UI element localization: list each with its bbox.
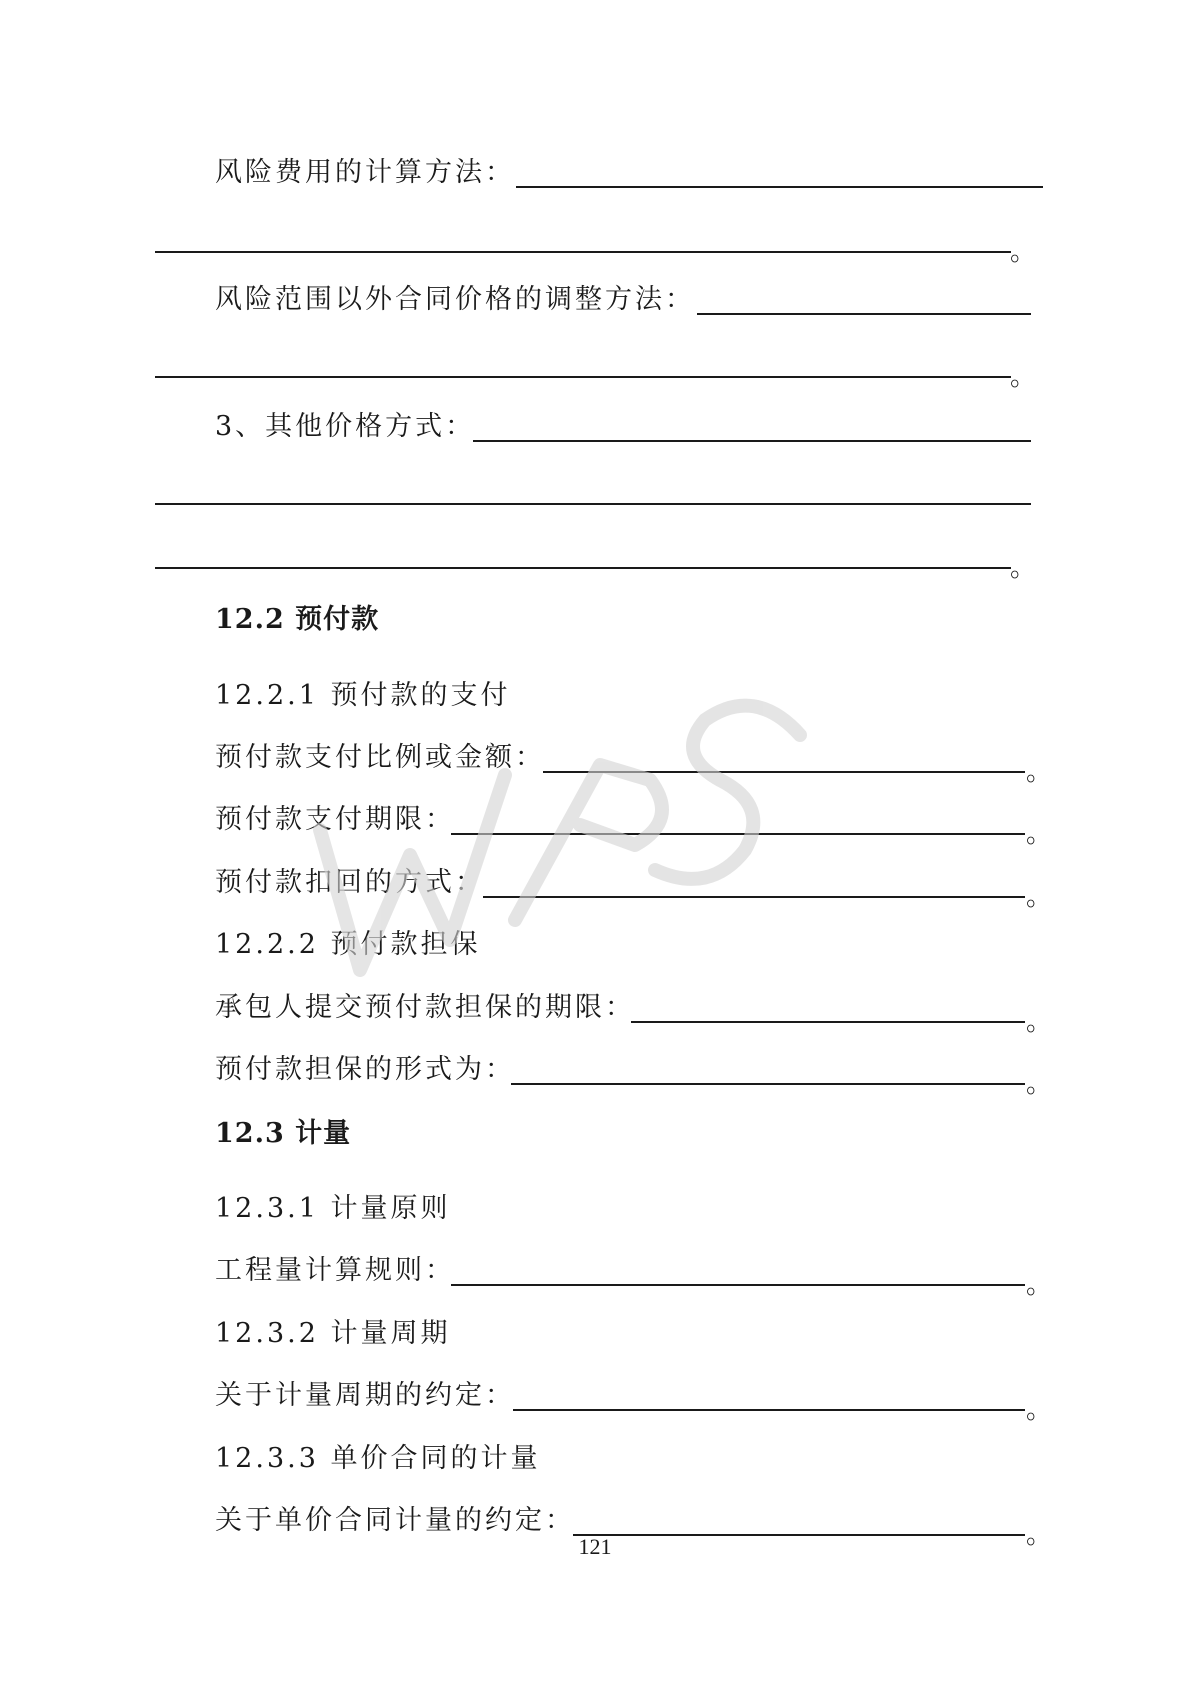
period: 。 (1026, 1520, 1053, 1550)
label: 3、其他价格方式： (215, 411, 476, 442)
subsection-title: 12.2.1 预付款的支付 (215, 680, 511, 711)
fill-line-measurement-period (0, 1373, 1190, 1433)
blank[interactable] (511, 1083, 1025, 1085)
subsection-heading-12-2-2 (0, 922, 1190, 982)
fill-line-continuation (0, 215, 1190, 275)
subsection-title: 12.3.2 计量周期 (215, 1318, 451, 1349)
fill-line-continuation (0, 531, 1190, 591)
period: 。 (1026, 1395, 1053, 1425)
period: 。 (1010, 237, 1037, 267)
blank[interactable] (516, 186, 1043, 188)
blank[interactable] (483, 896, 1025, 898)
fill-line-outside-risk-adjustment (0, 277, 1190, 337)
subsection-heading-12-3-2 (0, 1311, 1190, 1371)
subsection-title: 12.3.3 单价合同的计量 (215, 1443, 541, 1474)
blank[interactable] (473, 440, 1031, 442)
subsection-heading-12-3-1 (0, 1186, 1190, 1246)
blank[interactable] (155, 567, 1011, 569)
subsection-title: 12.3.1 计量原则 (215, 1193, 451, 1224)
period: 。 (1026, 819, 1053, 849)
period: 。 (1026, 1007, 1053, 1037)
page-number: 121 (578, 1534, 612, 1559)
label: 关于单价合同计量的约定： (215, 1505, 575, 1536)
fill-line-continuation (0, 467, 1190, 527)
blank[interactable] (631, 1021, 1025, 1023)
label: 关于计量周期的约定： (215, 1380, 515, 1411)
section-title: 12.2 预付款 (215, 604, 380, 635)
period: 。 (1010, 553, 1037, 583)
period: 。 (1026, 1270, 1053, 1300)
period: 。 (1010, 362, 1037, 392)
label: 预付款支付期限： (215, 804, 455, 835)
fill-line-guarantee-deadline (0, 985, 1190, 1045)
subsection-title: 12.2.2 预付款担保 (215, 929, 481, 960)
fill-line-other-pricing (0, 404, 1190, 464)
fill-line-quantity-rules (0, 1248, 1190, 1308)
label: 预付款担保的形式为： (215, 1054, 515, 1085)
period: 。 (1026, 757, 1053, 787)
fill-line-guarantee-form (0, 1047, 1190, 1107)
fill-line-advance-recovery (0, 860, 1190, 920)
label: 承包人提交预付款担保的期限： (215, 992, 635, 1023)
subsection-heading-12-2-1 (0, 673, 1190, 733)
label: 风险范围以外合同价格的调整方法： (215, 284, 695, 315)
blank[interactable] (513, 1409, 1025, 1411)
blank[interactable] (451, 833, 1025, 835)
blank[interactable] (155, 251, 1011, 253)
label: 工程量计算规则： (215, 1255, 455, 1286)
blank[interactable] (697, 313, 1031, 315)
blank[interactable] (155, 376, 1011, 378)
blank[interactable] (543, 771, 1025, 773)
period: 。 (1026, 1069, 1053, 1099)
label: 预付款支付比例或金额： (215, 742, 545, 773)
section-heading-12-2 (0, 597, 1190, 657)
label: 预付款扣回的方式： (215, 867, 485, 898)
fill-line-advance-ratio (0, 735, 1190, 795)
section-heading-12-3 (0, 1111, 1190, 1171)
blank[interactable] (155, 503, 1031, 505)
fill-line-continuation (0, 340, 1190, 400)
label: 风险费用的计算方法： (215, 157, 515, 188)
subsection-heading-12-3-3 (0, 1436, 1190, 1496)
fill-line-advance-deadline (0, 797, 1190, 857)
blank[interactable] (451, 1284, 1025, 1286)
fill-line-risk-cost-method (0, 150, 1190, 210)
period: 。 (1026, 882, 1053, 912)
section-title: 12.3 计量 (215, 1118, 352, 1149)
